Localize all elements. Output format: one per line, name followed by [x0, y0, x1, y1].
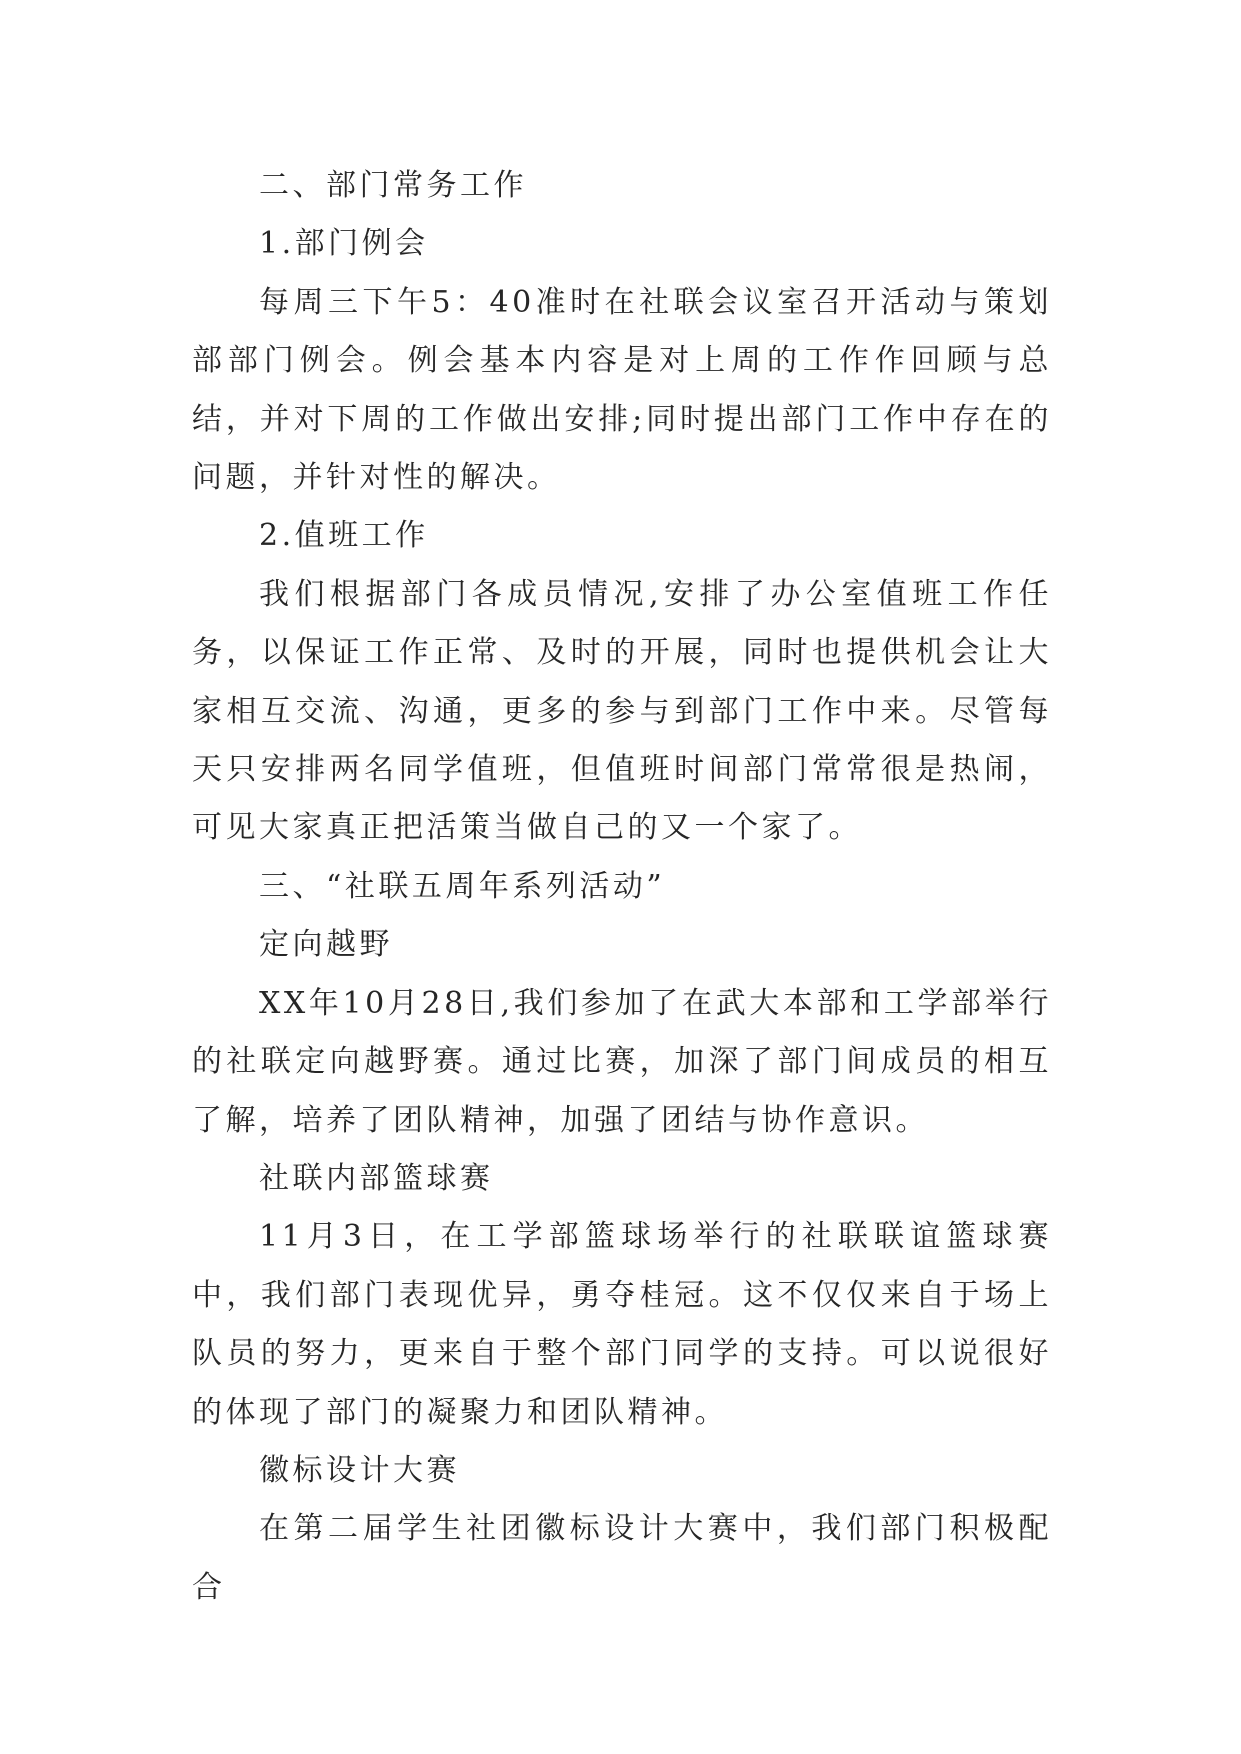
- subheading-orienteering: 定向越野: [259, 927, 393, 963]
- subheading-department-meeting: 1.部门例会: [259, 226, 429, 262]
- section-heading-routine-work: 二、部门常务工作: [259, 168, 527, 203]
- section-heading-anniversary-activities: 三、“社联五周年系列活动”: [259, 868, 666, 904]
- subheading-duty-work: 2.值班工作: [259, 518, 429, 554]
- subheading-basketball: 社联内部篮球赛: [259, 1160, 494, 1196]
- paragraph-department-meeting: 每周三下午5：40准时在社联会议室召开活动与策划部部门例会。例会基本内容是对上周的工作作回顾与总结，并对下周的工作做出安排;同时提出部门工作中存在的问题，并针对性的解决。: [192, 284, 1052, 496]
- document-body: [192, 157, 1052, 1617]
- paragraph-logo-contest: 在第二届学生社团徽标设计大赛中，我们部门积极配合: [192, 1511, 1052, 1605]
- subheading-logo-contest: 徽标设计大赛: [259, 1452, 460, 1488]
- paragraph-orienteering: XX年10月28日,我们参加了在武大本部和工学部举行的社联定向越野赛。通过比赛，加深了部门间成员的相互了解，培养了团队精神，加强了团结与协作意识。: [192, 985, 1052, 1138]
- paragraph-basketball: 11月3日，在工学部篮球场举行的社联联谊篮球赛中，我们部门表现优异，勇夺桂冠。这不仅仅来自于场上队员的努力，更来自于整个部门同学的支持。可以说很好的体现了部门的凝聚力和团队精神。: [192, 1219, 1052, 1430]
- paragraph-duty-work: 我们根据部门各成员情况,安排了办公室值班工作任务，以保证工作正常、及时的开展，同时也提供机会让大家相互交流、沟通，更多的参与到部门工作中来。尽管每天只安排两名同学值班，但值班时间部门常常很是热闹，可见大家真正把活策当做自己的又一个家了。: [192, 576, 1052, 846]
